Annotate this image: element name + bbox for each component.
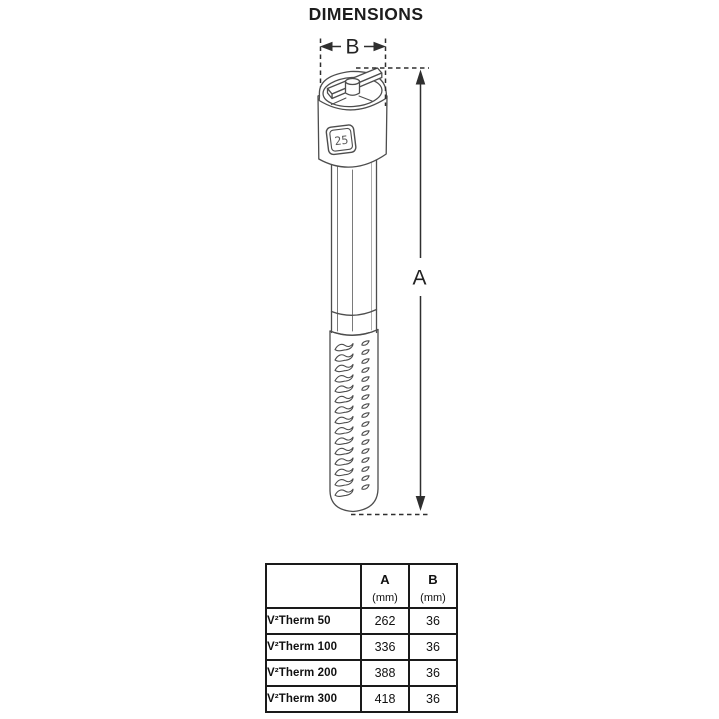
value-a: 388 bbox=[361, 660, 409, 686]
model-name: V²Therm 100 bbox=[266, 634, 361, 660]
model-name: V²Therm 50 bbox=[266, 608, 361, 634]
dimensions-table bbox=[265, 563, 458, 713]
table-row bbox=[266, 608, 457, 634]
model-name: V²Therm 200 bbox=[266, 660, 361, 686]
table-header-row bbox=[266, 564, 457, 608]
col-a-letter: A bbox=[380, 571, 390, 587]
header-col-b bbox=[409, 564, 457, 608]
value-b: 36 bbox=[409, 634, 457, 660]
value-b: 36 bbox=[409, 660, 457, 686]
value-b: 36 bbox=[409, 686, 457, 712]
value-a: 262 bbox=[361, 608, 409, 634]
model-name: V²Therm 300 bbox=[266, 686, 361, 712]
header-col-a bbox=[361, 564, 409, 608]
table-row bbox=[266, 686, 457, 712]
value-b: 36 bbox=[409, 608, 457, 634]
display-value: 25 bbox=[333, 132, 350, 149]
table-row bbox=[266, 660, 457, 686]
col-a-unit: (mm) bbox=[372, 591, 398, 604]
heater-tube bbox=[330, 156, 378, 335]
heater-illustration bbox=[318, 68, 387, 512]
page-title: DIMENSIONS bbox=[308, 4, 424, 24]
header-blank-cell bbox=[266, 564, 361, 608]
dim-b-label: B bbox=[345, 35, 360, 59]
value-a: 336 bbox=[361, 634, 409, 660]
col-b-unit: (mm) bbox=[420, 591, 446, 604]
temperature-display bbox=[326, 124, 357, 155]
dim-a-label: A bbox=[412, 266, 427, 290]
table-row bbox=[266, 634, 457, 660]
value-a: 418 bbox=[361, 686, 409, 712]
heater-sleeve bbox=[330, 330, 378, 512]
col-b-letter: B bbox=[428, 571, 438, 587]
